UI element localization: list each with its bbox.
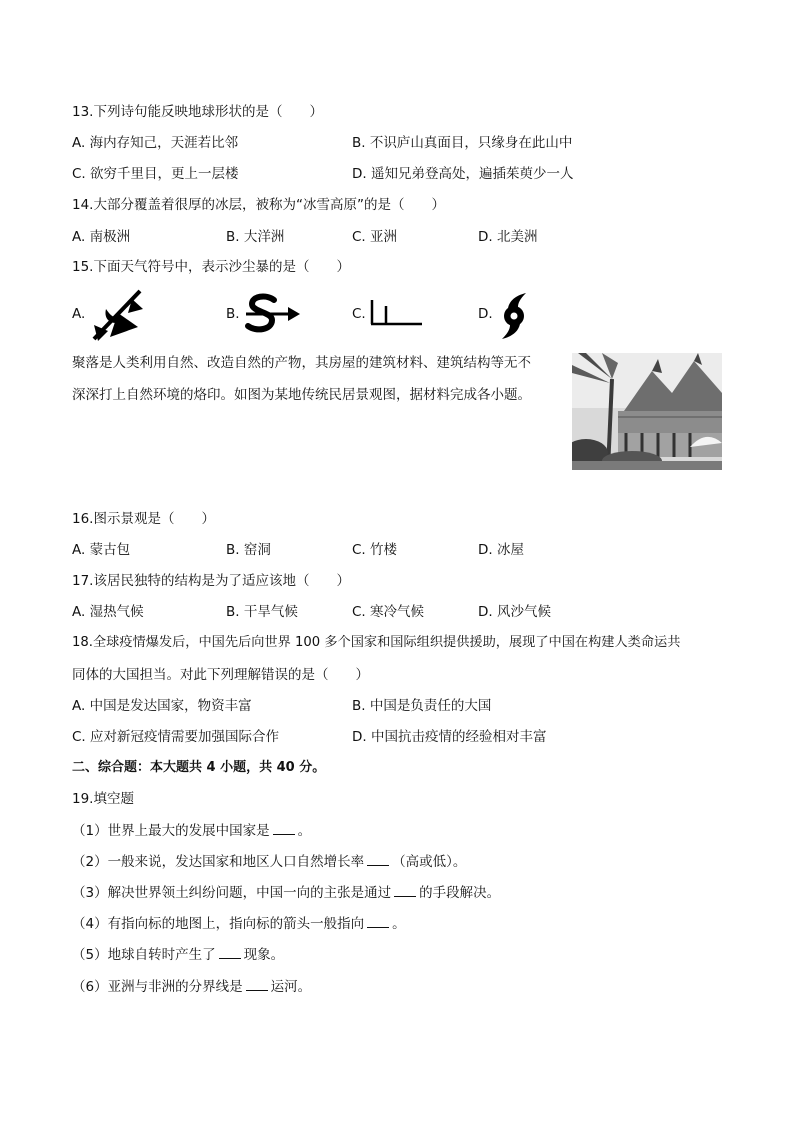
question-17-stem: 17.该居民独特的结构是为了适应该地（ ） (72, 573, 350, 589)
question-17-option-d: D. 风沙气候 (478, 604, 551, 620)
question-13-option-a: A. 海内存知己，天涯若比邻 (72, 135, 239, 151)
question-17-option-c: C. 寒冷气候 (352, 604, 425, 620)
question-16-option-a: A. 蒙古包 (72, 542, 131, 558)
fill-blank-item: （3）解决世界领土纠纷问题，中国一向的主张是通过 的手段解决。 (72, 885, 501, 901)
question-18-option-d: D. 中国抗击疫情的经验相对丰富 (352, 729, 547, 745)
answer-blank[interactable] (367, 853, 389, 866)
answer-blank[interactable] (273, 822, 295, 835)
question-19-title: 19.填空题 (72, 791, 134, 807)
answer-blank[interactable] (367, 915, 389, 928)
question-15-option-d: D. (478, 306, 493, 322)
question-14-option-c: C. 亚洲 (352, 229, 398, 245)
fill-blank-item: （1）世界上最大的发展中国家是 。 (72, 823, 312, 839)
question-14-option-b: B. 大洋洲 (226, 229, 285, 245)
rain-symbol-icon (368, 296, 426, 328)
fill-blank-item: （4）有指向标的地图上，指向标的箭头一般指向 。 (72, 916, 406, 932)
question-15-stem: 15.下面天气符号中，表示沙尘暴的是（ ） (72, 259, 350, 275)
answer-blank[interactable] (394, 884, 416, 897)
answer-blank[interactable] (219, 946, 241, 959)
material-text-line-2: 深深打上自然环境的烙印。如图为某地传统民居景观图，据材料完成各小题。 (72, 387, 531, 403)
question-16-stem: 16.图示景观是（ ） (72, 511, 215, 527)
question-17-option-b: B. 干旱气候 (226, 604, 298, 620)
question-13-option-b: B. 不识庐山真面目，只缘身在此山中 (352, 135, 573, 151)
material-text-line-1: 聚落是人类利用自然、改造自然的产物，其房屋的建筑材料、建筑结构等无不 (72, 355, 531, 371)
section-2-heading: 二、综合题：本大题共 4 小题，共 40 分。 (72, 760, 326, 775)
fill-blank-item: （5）地球自转时产生了 现象。 (72, 947, 285, 963)
sandstorm-symbol-icon (244, 292, 302, 336)
question-18-option-b: B. 中国是负责任的大国 (352, 698, 492, 714)
answer-blank[interactable] (246, 978, 268, 991)
stilt-house-photo (572, 353, 722, 470)
typhoon-symbol-icon (494, 291, 534, 339)
question-16-option-d: D. 冰屋 (478, 542, 524, 558)
question-13-stem: 13.下列诗句能反映地球形状的是（ ） (72, 104, 323, 120)
question-16-option-b: B. 窑洞 (226, 542, 271, 558)
fill-blank-item: （6）亚洲与非洲的分界线是 运河。 (72, 979, 312, 995)
question-18-stem-line-2: 同体的大国担当。对此下列理解错误的是（ ） (72, 667, 369, 683)
question-15-option-b: B. (226, 306, 240, 322)
cold-front-wind-symbol-icon (88, 287, 146, 342)
question-17-option-a: A. 湿热气候 (72, 604, 144, 620)
question-15-option-a: A. (72, 306, 86, 322)
question-14-option-d: D. 北美洲 (478, 229, 538, 245)
question-14-stem: 14.大部分覆盖着很厚的冰层，被称为“冰雪高原”的是（ ） (72, 197, 445, 213)
fill-blank-item: （2）一般来说，发达国家和地区人口自然增长率 （高或低）。 (72, 854, 467, 870)
question-13-option-c: C. 欲穷千里目，更上一层楼 (72, 166, 239, 182)
question-18-option-c: C. 应对新冠疫情需要加强国际合作 (72, 729, 280, 745)
question-18-stem-line-1: 18.全球疫情爆发后，中国先后向世界 100 多个国家和国际组织提供援助，展现了中国在构建人类命运共 (72, 635, 681, 650)
question-16-option-c: C. 竹楼 (352, 542, 398, 558)
question-15-option-c: C. (352, 306, 366, 322)
question-13-option-d: D. 遥知兄弟登高处，遍插茱萸少一人 (352, 166, 574, 182)
question-14-option-a: A. 南极洲 (72, 229, 131, 245)
question-18-option-a: A. 中国是发达国家，物资丰富 (72, 698, 252, 714)
